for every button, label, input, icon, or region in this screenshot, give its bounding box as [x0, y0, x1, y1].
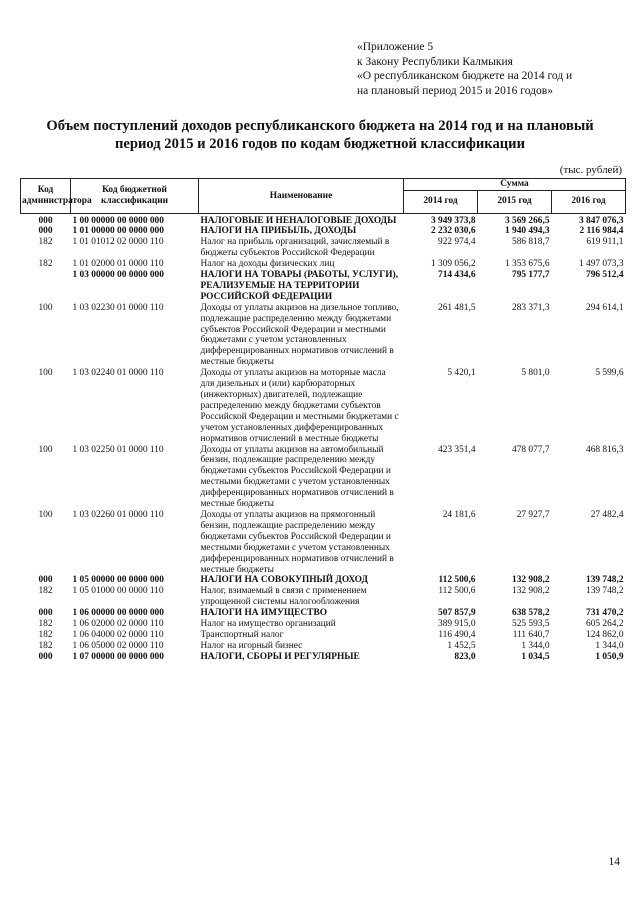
- header-code: Код бюджетной классификации: [71, 179, 199, 214]
- cell-budget-code: 1 05 00000 00 0000 000: [72, 575, 164, 586]
- cell-amount-2016: 605 264,2: [586, 619, 624, 630]
- page-number: 14: [608, 856, 620, 868]
- title-line-1: Объем поступлений доходов республиканского бюджета на 2014 год и на плановый: [46, 118, 594, 134]
- header-year-2014: 2014 год: [404, 190, 478, 213]
- table-body: [21, 213, 626, 663]
- cell-amount-2014: 389 915,0: [438, 619, 476, 630]
- table-row: [21, 608, 626, 619]
- cell-amount-2014: 823,0: [454, 651, 476, 662]
- cell-amount-2014: 922 974,4: [438, 237, 476, 248]
- table-row: [21, 652, 626, 663]
- cell-admin-code: 000: [38, 575, 53, 586]
- table-row: [21, 259, 626, 270]
- cell-amount-2014: 112 500,6: [438, 575, 476, 586]
- cell-amount-2014: 3 949 373,8: [430, 215, 476, 226]
- cell-amount-2015: 525 593,5: [512, 619, 550, 630]
- cell-amount-2014: 24 181,6: [442, 509, 476, 520]
- cell-admin-code: 182: [38, 259, 53, 270]
- appendix-line-1: «Приложение 5: [357, 41, 434, 53]
- table-row: [21, 641, 626, 652]
- cell-amount-2014: 1 309 056,2: [430, 259, 476, 270]
- cell-amount-2015: 1 940 494,3: [504, 226, 550, 237]
- cell-amount-2015: 3 569 266,5: [504, 215, 550, 226]
- table-row: [21, 586, 626, 608]
- appendix-line-4: на плановый период 2015 и 2016 годов»: [357, 84, 553, 97]
- cell-amount-2014: 507 857,9: [438, 608, 476, 619]
- cell-name: Доходы от уплаты акцизов на дизельное топливо, подлежащие распределению между бюджетами субъектов Российской Федерации и местными бюджетами с учетом установленных дифференцированных нормативов отчислений в местные бюджеты: [200, 302, 399, 368]
- cell-budget-code: 1 06 04000 02 0000 110: [72, 629, 164, 640]
- table-row: [21, 619, 626, 630]
- cell-budget-code: 1 06 00000 00 0000 000: [72, 608, 164, 619]
- cell-name: Налог на прибыль организаций, зачисляемый в бюджеты субъектов Российской Федерации: [200, 237, 390, 259]
- cell-amount-2015: 27 927,7: [516, 509, 550, 520]
- cell-budget-code: 1 06 05000 02 0000 110: [72, 640, 164, 651]
- cell-amount-2016: 731 470,2: [586, 608, 624, 619]
- appendix-header: [357, 40, 627, 98]
- cell-name: Налог, взимаемый в связи с применением упрощенной системы налогообложения: [200, 586, 367, 608]
- cell-admin-code: 182: [38, 629, 53, 640]
- table-row: [21, 270, 626, 303]
- cell-admin-code: 182: [38, 640, 53, 651]
- table-row: [21, 303, 626, 368]
- cell-amount-2015: 111 640,7: [512, 629, 550, 640]
- cell-admin-code: 100: [38, 509, 53, 520]
- revenue-table: [20, 178, 626, 663]
- cell-budget-code: 1 03 00000 00 0000 000: [72, 270, 164, 281]
- cell-amount-2015: 478 077,7: [512, 444, 550, 455]
- cell-amount-2016: 294 614,1: [586, 302, 624, 313]
- cell-name: Налог на имущество организаций: [200, 619, 336, 630]
- cell-amount-2016: 1 497 073,3: [578, 259, 624, 270]
- cell-amount-2014: 112 500,6: [438, 586, 476, 597]
- cell-admin-code: 182: [38, 586, 53, 597]
- cell-amount-2014: 2 232 030,6: [430, 226, 476, 237]
- table-row: [21, 575, 626, 586]
- cell-admin-code: 182: [38, 237, 53, 248]
- cell-budget-code: 1 03 02260 01 0000 110: [72, 509, 164, 520]
- cell-name: НАЛОГОВЫЕ И НЕНАЛОГОВЫЕ ДОХОДЫ: [200, 215, 397, 226]
- cell-amount-2014: 714 434,6: [438, 270, 476, 281]
- cell-amount-2014: 5 420,1: [447, 368, 476, 379]
- cell-budget-code: 1 01 02000 01 0000 110: [72, 259, 164, 270]
- cell-amount-2016: 1 344,0: [595, 640, 624, 651]
- cell-budget-code: 1 03 02250 01 0000 110: [72, 444, 164, 455]
- cell-admin-code: 100: [38, 444, 53, 455]
- cell-amount-2016: 1 050,9: [595, 651, 624, 662]
- table-row: [21, 445, 626, 510]
- header-admin: Код администратора: [21, 179, 71, 214]
- cell-amount-2015: 1 353 675,6: [504, 259, 550, 270]
- cell-amount-2014: 1 452,5: [447, 640, 476, 651]
- cell-budget-code: 1 07 00000 00 0000 000: [72, 651, 164, 662]
- cell-amount-2015: 132 908,2: [512, 575, 550, 586]
- cell-amount-2016: 619 911,1: [586, 237, 624, 248]
- document-title: [20, 117, 620, 153]
- cell-amount-2015: 1 344,0: [521, 640, 550, 651]
- cell-admin-code: 100: [38, 302, 53, 313]
- cell-amount-2014: 261 481,5: [438, 302, 476, 313]
- cell-budget-code: 1 00 00000 00 0000 000: [72, 215, 164, 226]
- appendix-line-3: «О республиканском бюджете на 2014 год и: [357, 70, 573, 82]
- header-year-2016: 2016 год: [552, 190, 626, 213]
- cell-name: НАЛОГИ, СБОРЫ И РЕГУЛЯРНЫЕ: [200, 651, 360, 662]
- table-row: [21, 226, 626, 237]
- cell-budget-code: 1 01 00000 00 0000 000: [72, 226, 164, 237]
- cell-name: Транспортный налог: [200, 629, 284, 640]
- cell-amount-2015: 5 801,0: [521, 368, 550, 379]
- cell-admin-code: 000: [38, 608, 53, 619]
- cell-amount-2014: 116 490,4: [438, 629, 476, 640]
- table-row: [21, 368, 626, 444]
- cell-amount-2015: 795 177,7: [512, 270, 550, 281]
- cell-amount-2016: 139 748,2: [586, 575, 624, 586]
- cell-name: Доходы от уплаты акцизов на моторные масла для дизельных и (или) карбюраторных (инжекторных) двигателей, подлежащие распределению между бюджетами субъектов Российской Федерации и местными бюджетами с учетом установленных дифференцированных нормативов отчислений в местные бюджеты: [200, 368, 399, 444]
- table-row: [21, 213, 626, 226]
- table-row: [21, 237, 626, 259]
- cell-amount-2015: 638 578,2: [512, 608, 550, 619]
- cell-name: НАЛОГИ НА ТОВАРЫ (РАБОТЫ, УСЛУГИ), РЕАЛИЗУЕМЫЕ НА ТЕРРИТОРИИ РОССИЙСКОЙ ФЕДЕРАЦИИ: [200, 270, 398, 302]
- cell-amount-2015: 283 371,3: [512, 302, 550, 313]
- cell-admin-code: 100: [38, 368, 53, 379]
- cell-amount-2016: 2 116 984,4: [579, 226, 624, 237]
- cell-admin-code: 000: [38, 226, 53, 237]
- header-year-2015: 2015 год: [478, 190, 552, 213]
- cell-budget-code: 1 05 01000 00 0000 110: [72, 586, 164, 597]
- cell-amount-2014: 423 351,4: [438, 444, 476, 455]
- cell-admin-code: 000: [38, 651, 53, 662]
- cell-amount-2016: 468 816,3: [586, 444, 624, 455]
- cell-budget-code: 1 06 02000 02 0000 110: [72, 619, 164, 630]
- table-row: [21, 630, 626, 641]
- cell-amount-2015: 586 818,7: [512, 237, 550, 248]
- cell-admin-code: 182: [38, 619, 53, 630]
- header-sum: Сумма: [404, 179, 626, 191]
- header-name: Наименование: [199, 179, 404, 214]
- cell-amount-2016: 3 847 076,3: [578, 215, 624, 226]
- table-row: [21, 510, 626, 575]
- cell-budget-code: 1 03 02240 01 0000 110: [72, 368, 164, 379]
- cell-admin-code: 000: [38, 215, 53, 226]
- cell-amount-2015: 132 908,2: [512, 586, 550, 597]
- cell-name: НАЛОГИ НА ИМУЩЕСТВО: [200, 608, 327, 619]
- cell-name: НАЛОГИ НА ПРИБЫЛЬ, ДОХОДЫ: [200, 226, 357, 237]
- cell-name: Налог на игорный бизнес: [200, 640, 303, 651]
- cell-amount-2015: 1 034,5: [521, 651, 550, 662]
- cell-amount-2016: 139 748,2: [586, 586, 624, 597]
- appendix-line-2: к Закону Республики Калмыкия: [357, 55, 513, 68]
- cell-name: НАЛОГИ НА СОВОКУПНЫЙ ДОХОД: [200, 575, 368, 586]
- cell-budget-code: 1 01 01012 02 0000 110: [72, 237, 164, 248]
- cell-name: Доходы от уплаты акцизов на прямогонный бензин, подлежащие распределению между бюджетами субъектов Российской Федерации и местными бюджетами с учетом установленных дифференцированных нормативов отчислений в местные бюджеты: [200, 509, 394, 575]
- cell-amount-2016: 124 862,0: [586, 629, 624, 640]
- cell-admin-code: [21, 270, 71, 303]
- cell-name: Доходы от уплаты акцизов на автомобильный бензин, подлежащие распределению между бюджетами субъектов Российской Федерации и местными бюджетами с учетом установленных дифференцированных нормативов отчислений в местные бюджеты: [200, 444, 394, 510]
- cell-amount-2016: 5 599,6: [595, 368, 624, 379]
- cell-amount-2016: 796 512,4: [586, 270, 624, 281]
- title-line-2: период 2015 и 2016 годов по кодам бюджетной классификации: [114, 136, 525, 152]
- cell-name: Налог на доходы физических лиц: [200, 259, 335, 270]
- table-header: [21, 179, 626, 214]
- cell-budget-code: 1 03 02230 01 0000 110: [72, 302, 164, 313]
- cell-amount-2016: 27 482,4: [590, 509, 624, 520]
- units-label: (тыс. рублей): [559, 164, 622, 176]
